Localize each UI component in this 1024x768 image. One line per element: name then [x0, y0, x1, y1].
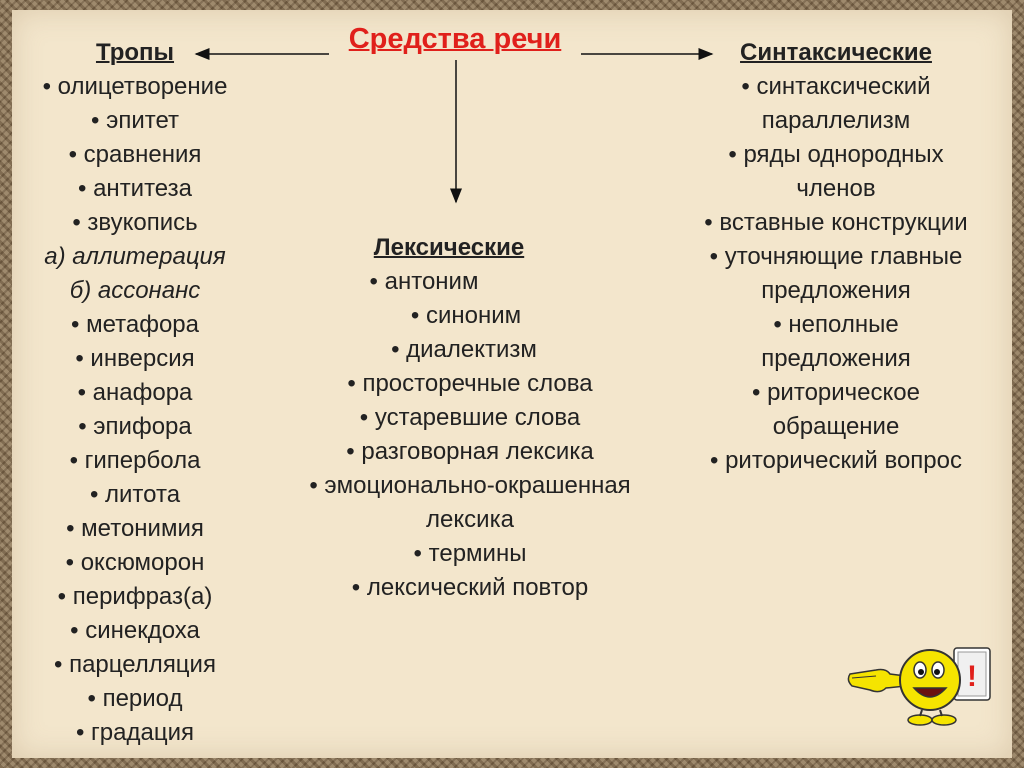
list-item: • уточняющие главные: [709, 243, 963, 270]
list-item: • метафора: [71, 311, 199, 338]
tropes-heading: Тропы: [95, 39, 175, 66]
pointing-smiley-icon: [846, 640, 996, 730]
list-item: • лексический повтор: [351, 574, 589, 601]
list-item: • диалектизм: [391, 336, 537, 363]
list-item: обращение: [772, 413, 900, 440]
list-item: • просторечные слова: [347, 370, 593, 397]
syntactic-column: [680, 36, 992, 478]
list-item: • разговорная лексика: [346, 438, 594, 465]
page-title: Средства речи: [348, 23, 562, 55]
list-item: • перифраз(а): [57, 583, 213, 610]
list-item: • период: [87, 685, 183, 712]
list-item: • антоним: [369, 268, 479, 295]
list-item: • эмоционально-окрашенная: [309, 472, 631, 499]
list-item: б) ассонанс: [69, 277, 201, 304]
list-item: • антитеза: [78, 175, 192, 202]
tropes-column: [10, 36, 260, 750]
svg-text:!: !: [967, 660, 977, 693]
list-item: • метонимия: [66, 515, 204, 542]
list-item: а) аллитерация: [44, 243, 226, 270]
list-item: • риторическое: [752, 379, 920, 406]
lexical-heading: Лексические: [373, 234, 525, 261]
list-item: • градация: [75, 719, 195, 746]
list-item: • сравнения: [68, 141, 202, 168]
list-item: • устаревшие слова: [359, 404, 581, 431]
list-item: • риторический вопрос: [710, 447, 962, 474]
list-item: членов: [796, 175, 876, 202]
list-item: • ряды однородных: [728, 141, 944, 168]
syntactic-heading: Синтаксические: [740, 39, 932, 66]
list-item: • синоним: [410, 302, 522, 329]
list-item: • синекдоха: [70, 617, 200, 644]
list-item: предложения: [761, 345, 911, 372]
list-item: • литота: [89, 481, 181, 508]
list-item: • синтаксический: [741, 73, 931, 100]
lexical-column: [275, 231, 665, 605]
list-item: • неполные: [773, 311, 899, 338]
list-item: • вставные конструкции: [704, 209, 968, 236]
list-item: • оксюморон: [65, 549, 205, 576]
list-item: • анафора: [77, 379, 193, 406]
list-item: параллелизм: [761, 107, 911, 134]
list-item: • парцелляция: [54, 651, 216, 678]
list-item: • звукопись: [72, 209, 198, 236]
list-item: • инверсия: [75, 345, 195, 372]
list-item: • эпитет: [91, 107, 179, 134]
list-item: • эпифора: [78, 413, 192, 440]
list-item: предложения: [761, 277, 911, 304]
list-item: • олицетворение: [42, 73, 228, 100]
list-item: • термины: [413, 540, 527, 567]
list-item: • гипербола: [69, 447, 201, 474]
list-item: лексика: [426, 506, 514, 533]
